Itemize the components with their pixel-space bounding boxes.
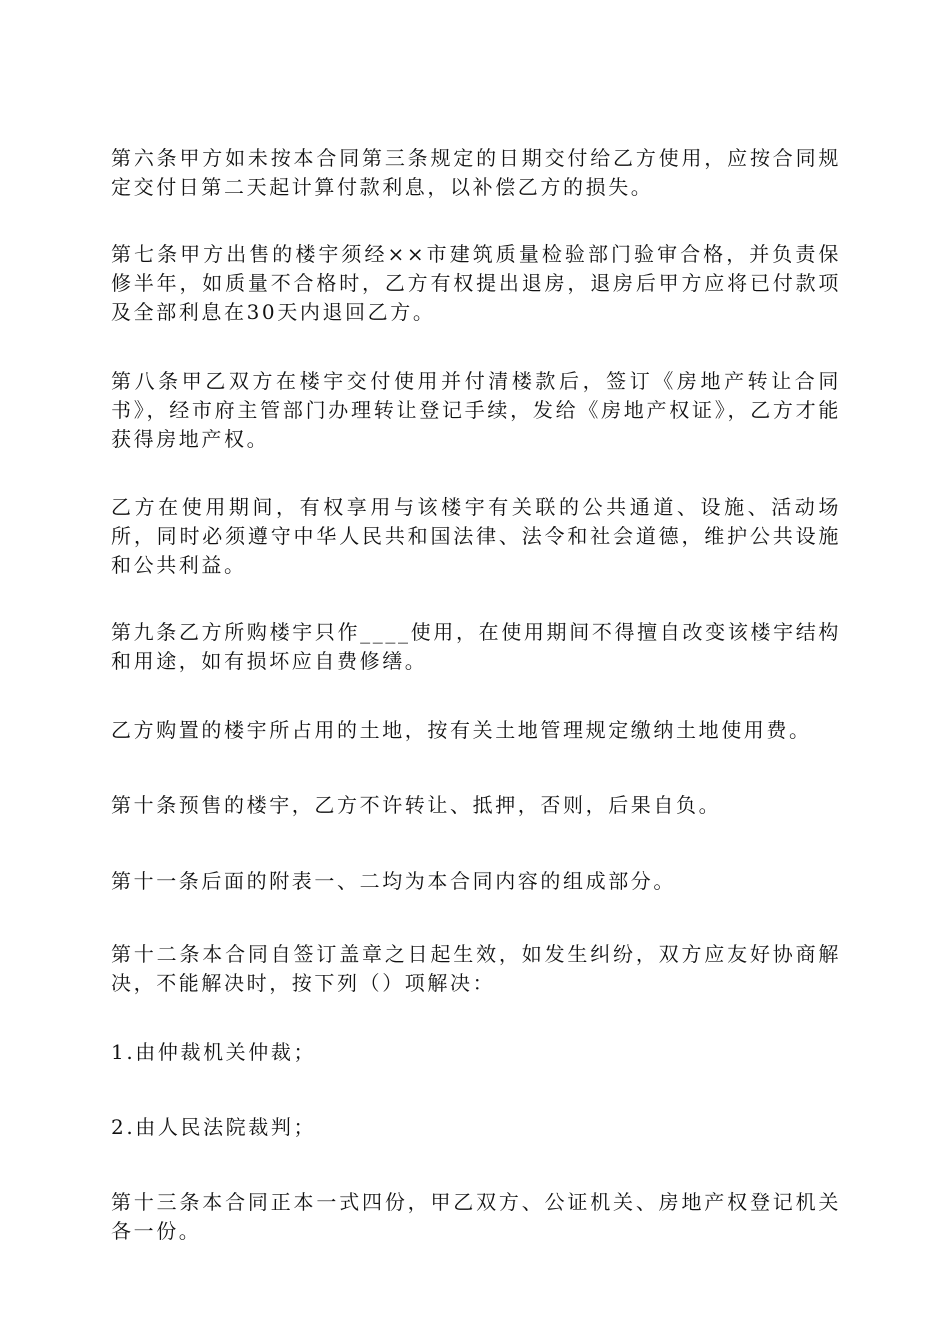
paragraph-article-7: 第七条甲方出售的楼宇须经××市建筑质量检验部门验审合格，并负责保修半年，如质量不合格时，乙方有权提出退房，退房后甲方应将已付款项及全部利息在30天内退回乙方。	[111, 242, 841, 324]
paragraph-usage-rights: 乙方在使用期间，有权享用与该楼宇有关联的公共通道、设施、活动场所，同时必须遵守中华人民共和国法律、法令和社会道德，维护公共设施和公共利益。	[111, 495, 841, 577]
paragraph-article-6: 第六条甲方如未按本合同第三条规定的日期交付给乙方使用，应按合同规定交付日第二天起计算付款利息，以补偿乙方的损失。	[111, 146, 841, 199]
paragraph-article-11: 第十一条后面的附表一、二均为本合同内容的组成部分。	[111, 869, 676, 893]
paragraph-article-10: 第十条预售的楼宇，乙方不许转让、抵押，否则，后果自负。	[111, 793, 722, 817]
paragraph-land-fee: 乙方购置的楼宇所占用的土地，按有关土地管理规定缴纳土地使用费。	[111, 718, 812, 742]
paragraph-article-9: 第九条乙方所购楼宇只作____使用，在使用期间不得擅自改变该楼宇结构和用途，如有损坏应自费修缮。	[111, 620, 841, 673]
paragraph-option-2: 2.由人民法院裁判；	[111, 1115, 317, 1139]
paragraph-article-12: 第十二条本合同自签订盖章之日起生效，如发生纠纷，双方应友好协商解决，不能解决时，按下列（）项解决：	[111, 942, 841, 995]
paragraph-article-8: 第八条甲乙双方在楼宇交付使用并付清楼款后，签订《房地产转让合同书》，经市府主管部门办理转让登记手续，发给《房地产权证》，乙方才能获得房地产权。	[111, 369, 841, 451]
paragraph-option-1: 1.由仲裁机关仲裁；	[111, 1040, 317, 1064]
paragraph-article-13: 第十三条本合同正本一式四份，甲乙双方、公证机关、房地产权登记机关各一份。	[111, 1190, 841, 1243]
